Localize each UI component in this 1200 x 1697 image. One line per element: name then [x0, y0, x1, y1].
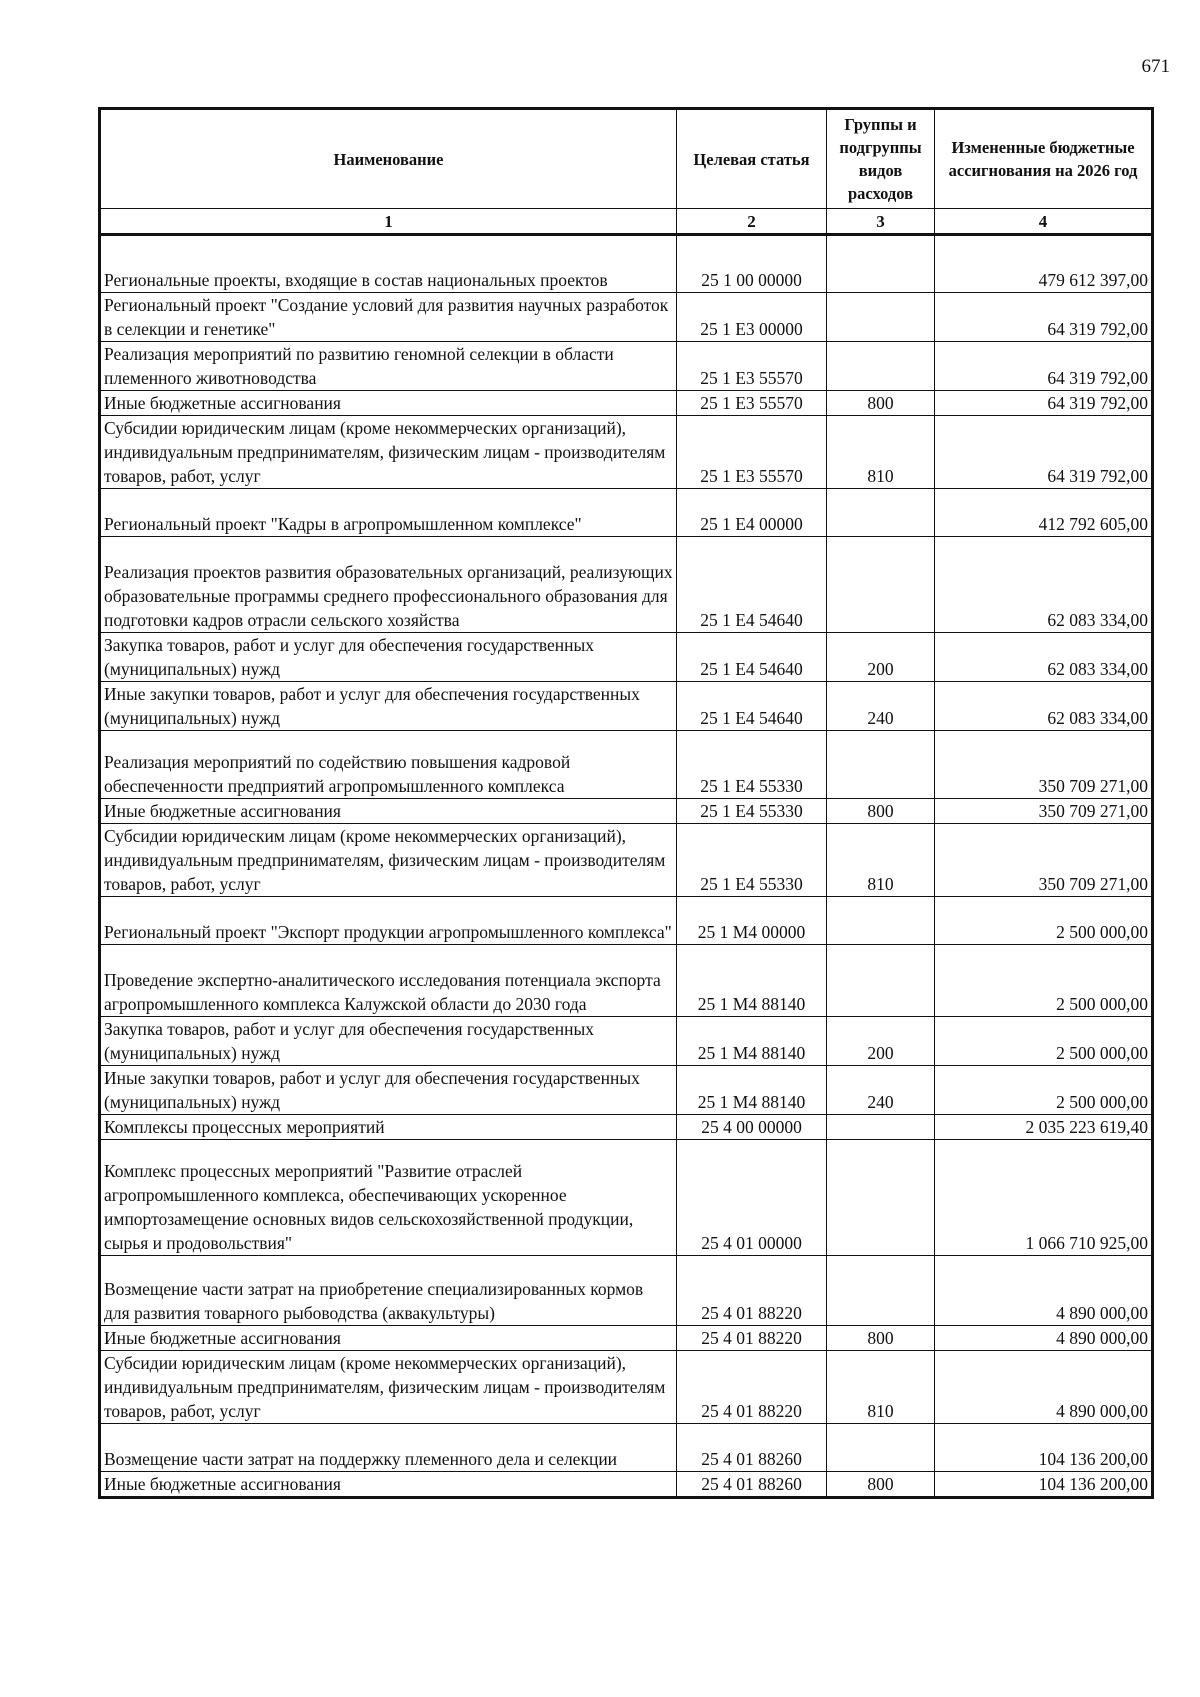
table-row: [100, 799, 1153, 824]
row-amount: 350 709 271,00: [935, 799, 1153, 824]
row-expense-group: [827, 235, 935, 293]
row-target-article: 25 1 E3 55570: [677, 416, 827, 489]
row-amount: 350 709 271,00: [935, 824, 1153, 897]
row-name: Реализация мероприятий по содействию повышения кадровой обеспеченности предприятий агропромышленного комплекса: [100, 731, 677, 799]
column-number: 2: [677, 209, 827, 235]
table-row: [100, 1066, 1153, 1115]
row-expense-group: [827, 537, 935, 633]
row-target-article: 25 1 E3 00000: [677, 293, 827, 342]
table-row: [100, 682, 1153, 731]
row-amount: 479 612 397,00: [935, 235, 1153, 293]
row-amount: 2 500 000,00: [935, 945, 1153, 1017]
row-target-article: 25 1 E3 55570: [677, 391, 827, 416]
table-row: [100, 1472, 1153, 1498]
row-target-article: 25 1 E4 55330: [677, 824, 827, 897]
row-expense-group: [827, 897, 935, 945]
row-name: Возмещение части затрат на поддержку племенного дела и селекции: [100, 1424, 677, 1472]
table-row: [100, 897, 1153, 945]
row-expense-group: [827, 945, 935, 1017]
row-amount: 64 319 792,00: [935, 416, 1153, 489]
row-target-article: 25 1 00 00000: [677, 235, 827, 293]
row-target-article: 25 4 00 00000: [677, 1115, 827, 1140]
row-expense-group: [827, 1115, 935, 1140]
row-name: Комплекс процессных мероприятий "Развитие отраслей агропромышленного комплекса, обеспечивающих ускоренное импортозамещение основных видов сельскохозяйственной продукции, сырья и продовольствия": [100, 1140, 677, 1256]
row-name: Региональный проект "Кадры в агропромышленном комплексе": [100, 489, 677, 537]
row-expense-group: 810: [827, 416, 935, 489]
row-expense-group: 810: [827, 824, 935, 897]
column-number: 4: [935, 209, 1153, 235]
header-expense-groups: Группы и подгруппы видов расходов: [827, 109, 935, 209]
row-target-article: 25 1 E4 55330: [677, 799, 827, 824]
row-target-article: 25 1 E4 55330: [677, 731, 827, 799]
table-row: [100, 1017, 1153, 1066]
row-expense-group: [827, 731, 935, 799]
table-row: [100, 945, 1153, 1017]
row-name: Субсидии юридическим лицам (кроме некоммерческих организаций), индивидуальным предпринимателям, физическим лицам - производителям товаров, работ, услуг: [100, 416, 677, 489]
row-target-article: 25 1 M4 88140: [677, 1017, 827, 1066]
row-amount: 62 083 334,00: [935, 682, 1153, 731]
row-target-article: 25 1 E4 54640: [677, 682, 827, 731]
row-target-article: 25 1 E4 54640: [677, 633, 827, 682]
row-amount: 2 500 000,00: [935, 1017, 1153, 1066]
row-amount: 4 890 000,00: [935, 1326, 1153, 1351]
row-expense-group: 200: [827, 633, 935, 682]
row-expense-group: 240: [827, 1066, 935, 1115]
row-amount: 64 319 792,00: [935, 391, 1153, 416]
table-row: [100, 537, 1153, 633]
row-target-article: 25 4 01 88220: [677, 1256, 827, 1326]
row-target-article: 25 1 M4 88140: [677, 945, 827, 1017]
table-row: [100, 1326, 1153, 1351]
table-row: [100, 391, 1153, 416]
page-number: 671: [1141, 56, 1170, 77]
header-target-article: Целевая статья: [677, 109, 827, 209]
row-target-article: 25 4 01 00000: [677, 1140, 827, 1256]
table-row: [100, 235, 1153, 293]
row-expense-group: 800: [827, 1326, 935, 1351]
row-expense-group: 800: [827, 1472, 935, 1498]
row-amount: 2 035 223 619,40: [935, 1115, 1153, 1140]
table-row: [100, 293, 1153, 342]
row-expense-group: [827, 342, 935, 391]
row-target-article: 25 1 E4 54640: [677, 537, 827, 633]
row-amount: 2 500 000,00: [935, 1066, 1153, 1115]
row-name: Реализация мероприятий по развитию геномной селекции в области племенного животноводства: [100, 342, 677, 391]
row-name: Иные бюджетные ассигнования: [100, 1472, 677, 1498]
budget-table: [98, 107, 1154, 1499]
row-amount: 1 066 710 925,00: [935, 1140, 1153, 1256]
row-amount: 4 890 000,00: [935, 1256, 1153, 1326]
table-row: [100, 1115, 1153, 1140]
table-row: [100, 1256, 1153, 1326]
row-name: Комплексы процессных мероприятий: [100, 1115, 677, 1140]
row-name: Иные закупки товаров, работ и услуг для обеспечения государственных (муниципальных) нужд: [100, 682, 677, 731]
row-name: Иные бюджетные ассигнования: [100, 1326, 677, 1351]
column-number: 1: [100, 209, 677, 235]
row-name: Региональные проекты, входящие в состав национальных проектов: [100, 235, 677, 293]
table-row: [100, 342, 1153, 391]
row-name: Закупка товаров, работ и услуг для обеспечения государственных (муниципальных) нужд: [100, 1017, 677, 1066]
table-row: [100, 1424, 1153, 1472]
row-amount: 2 500 000,00: [935, 897, 1153, 945]
row-amount: 104 136 200,00: [935, 1472, 1153, 1498]
table-body: [100, 235, 1153, 1498]
row-name: Региональный проект "Создание условий для развития научных разработок в селекции и генетике": [100, 293, 677, 342]
row-expense-group: 810: [827, 1351, 935, 1424]
row-target-article: 25 1 E4 00000: [677, 489, 827, 537]
row-name: Иные бюджетные ассигнования: [100, 799, 677, 824]
row-name: Субсидии юридическим лицам (кроме некоммерческих организаций), индивидуальным предпринимателям, физическим лицам - производителям товаров, работ, услуг: [100, 824, 677, 897]
header-name: Наименование: [100, 109, 677, 209]
row-expense-group: [827, 1424, 935, 1472]
row-amount: 4 890 000,00: [935, 1351, 1153, 1424]
row-expense-group: 200: [827, 1017, 935, 1066]
table-row: [100, 1140, 1153, 1256]
table-row: [100, 416, 1153, 489]
row-amount: 104 136 200,00: [935, 1424, 1153, 1472]
row-target-article: 25 1 M4 00000: [677, 897, 827, 945]
row-name: Иные бюджетные ассигнования: [100, 391, 677, 416]
column-number-row: [100, 209, 1153, 235]
row-target-article: 25 4 01 88260: [677, 1472, 827, 1498]
row-target-article: 25 1 M4 88140: [677, 1066, 827, 1115]
row-target-article: 25 4 01 88220: [677, 1326, 827, 1351]
row-expense-group: 800: [827, 391, 935, 416]
row-amount: 350 709 271,00: [935, 731, 1153, 799]
row-amount: 62 083 334,00: [935, 633, 1153, 682]
row-name: Региональный проект "Экспорт продукции агропромышленного комплекса": [100, 897, 677, 945]
row-expense-group: 240: [827, 682, 935, 731]
row-name: Реализация проектов развития образовательных организаций, реализующих образовательные программы среднего профессионального образования для подготовки кадров отрасли сельского хозяйства: [100, 537, 677, 633]
row-target-article: 25 1 E3 55570: [677, 342, 827, 391]
row-expense-group: [827, 1256, 935, 1326]
row-expense-group: 800: [827, 799, 935, 824]
row-name: Возмещение части затрат на приобретение специализированных кормов для развития товарного рыбоводства (аквакультуры): [100, 1256, 677, 1326]
header-amount-2026: Измененные бюджетные ассигнования на 2026 год: [935, 109, 1153, 209]
header-row: [100, 109, 1153, 209]
row-expense-group: [827, 1140, 935, 1256]
row-amount: 412 792 605,00: [935, 489, 1153, 537]
row-amount: 64 319 792,00: [935, 342, 1153, 391]
table-row: [100, 731, 1153, 799]
row-name: Закупка товаров, работ и услуг для обеспечения государственных (муниципальных) нужд: [100, 633, 677, 682]
row-expense-group: [827, 293, 935, 342]
table-row: [100, 633, 1153, 682]
row-name: Иные закупки товаров, работ и услуг для обеспечения государственных (муниципальных) нужд: [100, 1066, 677, 1115]
row-expense-group: [827, 489, 935, 537]
row-target-article: 25 4 01 88220: [677, 1351, 827, 1424]
row-name: Субсидии юридическим лицам (кроме некоммерческих организаций), индивидуальным предпринимателям, физическим лицам - производителям товаров, работ, услуг: [100, 1351, 677, 1424]
row-target-article: 25 4 01 88260: [677, 1424, 827, 1472]
table-row: [100, 1351, 1153, 1424]
table-row: [100, 824, 1153, 897]
table-row: [100, 489, 1153, 537]
column-number: 3: [827, 209, 935, 235]
row-amount: 64 319 792,00: [935, 293, 1153, 342]
row-name: Проведение экспертно-аналитического исследования потенциала экспорта агропромышленного комплекса Калужской области до 2030 года: [100, 945, 677, 1017]
row-amount: 62 083 334,00: [935, 537, 1153, 633]
